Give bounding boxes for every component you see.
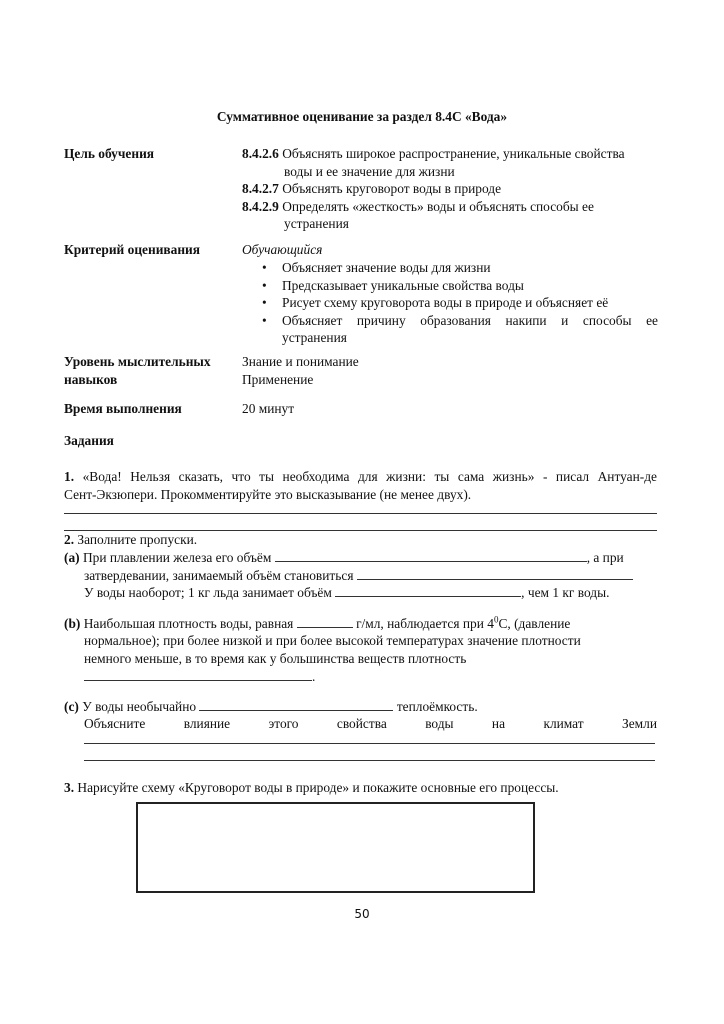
criteria-bullet: • Предсказывает уникальные свойства воды (262, 277, 524, 293)
goal-text-cont: воды и ее значение для жизни (284, 163, 455, 179)
q2-intro: 2. Заполните пропуски. (64, 532, 198, 547)
time-label: Время выполнения (64, 401, 182, 416)
criteria-bullet: • Объясняет значение воды для жизни (262, 260, 491, 275)
goal-code: 8.4.2.9 (242, 198, 279, 214)
page-number: 50 (354, 907, 370, 921)
q1-number: 1. (64, 469, 75, 484)
q2a-tag: (a) (64, 550, 80, 565)
q3-number: 3. (64, 780, 75, 795)
blank-field[interactable] (335, 583, 521, 597)
goal-item (242, 145, 662, 163)
drawing-box[interactable] (136, 802, 535, 893)
q2b-line2: нормальное); при более низкой и при более высокой температурах значение плотности (84, 633, 581, 648)
q3-text: 3. Нарисуйте схему «Круговорот воды в природе» и покажите основные его процессы. (64, 780, 559, 795)
goal-label: Цель обучения (64, 146, 155, 161)
q2c-line1: (c) У воды необычайно теплоёмкость. (64, 699, 478, 714)
goal-item (242, 180, 662, 198)
goal-code: 8.4.2.7 (242, 181, 279, 196)
q1-line1: 1. «Вода! Нельзя сказать, что ты необходима для жизни: ты сама жизнь» - писал Антуан-де (64, 469, 657, 484)
q2b-tag: (b) (64, 616, 81, 631)
q1-line2: Сент-Экзюпери. Прокомментируйте это высказывание (не менее двух). (64, 487, 472, 502)
goal-text: Объяснять круговорот воды в природе (282, 181, 502, 196)
tasks-heading: Задания (64, 433, 114, 448)
answer-line[interactable] (84, 743, 655, 744)
blank-field[interactable] (297, 614, 353, 628)
bullet-icon: • (262, 260, 267, 275)
bullet-icon: • (262, 277, 267, 293)
blank-field[interactable] (84, 667, 312, 681)
criteria-bullet: • Объясняет причину образования накипи и способы ее устранения (262, 312, 658, 345)
answer-line[interactable] (64, 513, 657, 514)
goal-text-cont: устранения (284, 216, 349, 231)
criteria-bullet: • Рисует схему круговорота воды в природе и объясняет её (262, 295, 609, 310)
page-title: Суммативное оценивание за раздел 8.4С «Вода» (216, 109, 508, 124)
level-label: Уровень мыслительных навыков (64, 354, 211, 387)
bullet-icon: • (262, 312, 267, 328)
criteria-list (262, 259, 658, 347)
q2-number: 2. (64, 532, 75, 547)
q2c-tag: (c) (64, 699, 79, 714)
blank-field[interactable] (275, 548, 587, 562)
answer-line[interactable] (84, 760, 655, 761)
goal-text: Определять «жесткость» воды и объяснять способы ее (282, 198, 594, 214)
q2b-line3: немного меньше, в то время как у большинства веществ плотность (84, 651, 467, 666)
q2a-line1: (a) При плавлении железа его объём , а при (64, 550, 624, 565)
level-values: Знание и понимание Применение (242, 354, 359, 387)
goal-code: 8.4.2.6 (242, 146, 279, 161)
criteria-intro: Обучающийся (242, 242, 323, 257)
blank-field[interactable] (199, 697, 393, 711)
q2b-line1: (b) Наибольшая плотность воды, равная г/мл, наблюдается при $4^0С$, (давление (64, 614, 571, 631)
goal-text: Объяснять широкое распространение, уникальные свойства (282, 146, 625, 161)
blank-field[interactable] (357, 566, 633, 580)
bullet-icon: • (262, 295, 267, 310)
q2a-line2: затвердевании, занимаемый объём становиться (84, 566, 657, 585)
criteria-label: Критерий оценивания (64, 242, 201, 257)
goal-list (242, 145, 662, 233)
goal-item (242, 198, 662, 216)
q2a-line3: У воды наоборот; 1 кг льда занимает объём , чем 1 кг воды. (84, 585, 610, 600)
time-value: 20 минут (242, 401, 295, 416)
q2c-line2: Объясните влияние этого свойства воды на климат Земли (84, 716, 657, 731)
q2b-line4: . (84, 667, 315, 686)
